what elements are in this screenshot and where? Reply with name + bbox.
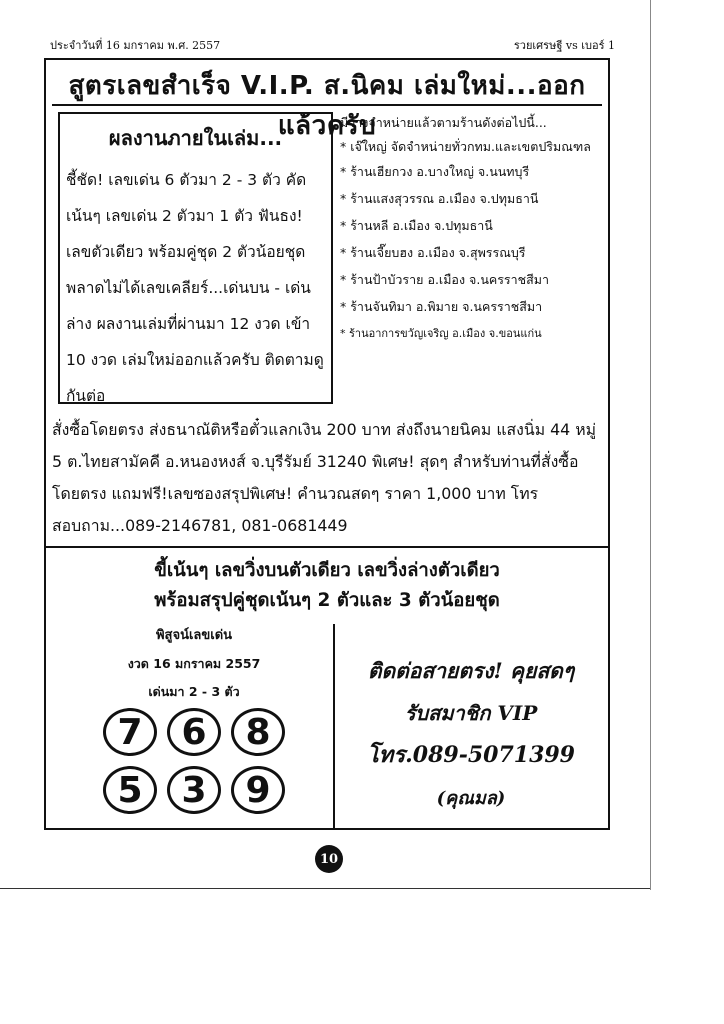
- list-item: * ร้านเฮียกวง อ.บางใหญ่ จ.นนทบุรี: [340, 164, 530, 179]
- running-header: [50, 36, 615, 54]
- page-bottom-line: [0, 888, 650, 889]
- section-divider: [44, 546, 610, 548]
- order-instructions: สั่งซื้อโดยตรง ส่งธนาณัติหรือตั๋วแลกเงิน 200 บาท ส่งถึงนายนิคม แสงนิ่ม 44 หมู่ 5 ต.ไทยสามัคคี อ.หนองหงส์ จ.บุรีรัมย์ 31240 พิเศษ! สุดๆ สำหรับท่านที่สั่งซื้อโดยตรง แถมฟรี!เลขซองสรุปพิเศษ! คำนวณสดๆ ราคา 1,000 บาท โทรสอบถาม...089-2146781, 081-0681449: [52, 420, 597, 535]
- list-item: * ร้านเจี๊ยบฮง อ.เมือง จ.สุพรรณบุรี: [340, 245, 526, 260]
- proof-label: พิสูจน์เลขเด่น: [155, 628, 233, 643]
- membership-line: รับสมาชิก VIP: [404, 701, 538, 725]
- number-circle: 8: [231, 708, 285, 756]
- results-body: ชี้ชัด! เลขเด่น 6 ตัวมา 2 - 3 ตัว คัดเน้นๆ เลขเด่น 2 ตัวมา 1 ตัว ฟันธง! เลขตัวเดียว พร้อมคู่ชุด 2 ตัวน้อยชุด พลาดไม่ได้เลขเคลียร์...เด่นบน - เด่นล่าง ผลงานเล่มที่ผ่านมา 12 งวด เข้า 10 งวด เล่มใหม่ออกแล้วครับ ติดตามดูกันต่อ: [66, 171, 324, 405]
- number-circle: 9: [231, 766, 285, 814]
- results-box: [58, 112, 333, 404]
- page-edge-line: [650, 0, 651, 890]
- distribution-list: [340, 136, 602, 347]
- proof-section: [58, 624, 330, 828]
- contact-section: [340, 650, 602, 828]
- list-item: * ร้านอาการขวัญเจริญ อ.เมือง จ.ขอนแก่น: [340, 327, 542, 340]
- tips-line-2: พร้อมสรุปคู่ชุดเน้นๆ 2 ตัวและ 3 ตัวน้อยชุด: [154, 590, 500, 611]
- contact-name: (คุณมล): [436, 788, 506, 809]
- proof-date: งวด 16 มกราคม 2557: [127, 656, 261, 671]
- numbers-row-2: [58, 766, 330, 820]
- vertical-divider: [333, 624, 335, 828]
- distribution-intro: มีวางจำหน่ายแล้วตามร้านดังต่อไปนี้...: [340, 115, 547, 130]
- distribution-section: [340, 112, 602, 404]
- results-heading: ผลงานภายในเล่ม...: [108, 126, 283, 150]
- ad-title: สูตรเลขสำเร็จ V.I.P. ส.นิคม เล่มใหม่...ออกแล้วครับ: [52, 66, 602, 106]
- number-circle: 7: [103, 708, 157, 756]
- proof-subtitle: เด่นมา 2 - 3 ตัว: [148, 684, 240, 699]
- list-item: * ร้านจันทิมา อ.พิมาย จ.นครราชสีมา: [340, 299, 543, 314]
- list-item: * ร้านแสงสุวรรณ อ.เมือง จ.ปทุมธานี: [340, 191, 539, 206]
- number-circle: 5: [103, 766, 157, 814]
- header-publication: รวยเศรษฐี vs เบอร์ 1: [513, 39, 615, 52]
- number-circle: 6: [167, 708, 221, 756]
- list-item: * ร้านหลี อ.เมือง จ.ปทุมธานี: [340, 218, 493, 233]
- tips-headline: [52, 556, 602, 620]
- contact-phone: โทร.089-5071399: [366, 742, 575, 768]
- tips-line-1: ขี้เน้นๆ เลขวิ่งบนตัวเดียว เลขวิ่งล่างตัวเดียว: [154, 560, 500, 581]
- header-date: ประจำวันที่ 16 มกราคม พ.ศ. 2557: [50, 39, 221, 52]
- list-item: * ร้านป้าบัวราย อ.เมือง จ.นครราชสีมา: [340, 272, 550, 287]
- contact-headline: ติดต่อสายตรง! คุยสดๆ: [367, 658, 575, 683]
- numbers-row-1: [58, 708, 330, 762]
- page-number-badge: 10: [315, 845, 343, 873]
- list-item: * เจ๊ใหญ่ จัดจำหน่ายทั่วกทม.และเขตปริมณฑล: [340, 139, 591, 154]
- number-circle: 3: [167, 766, 221, 814]
